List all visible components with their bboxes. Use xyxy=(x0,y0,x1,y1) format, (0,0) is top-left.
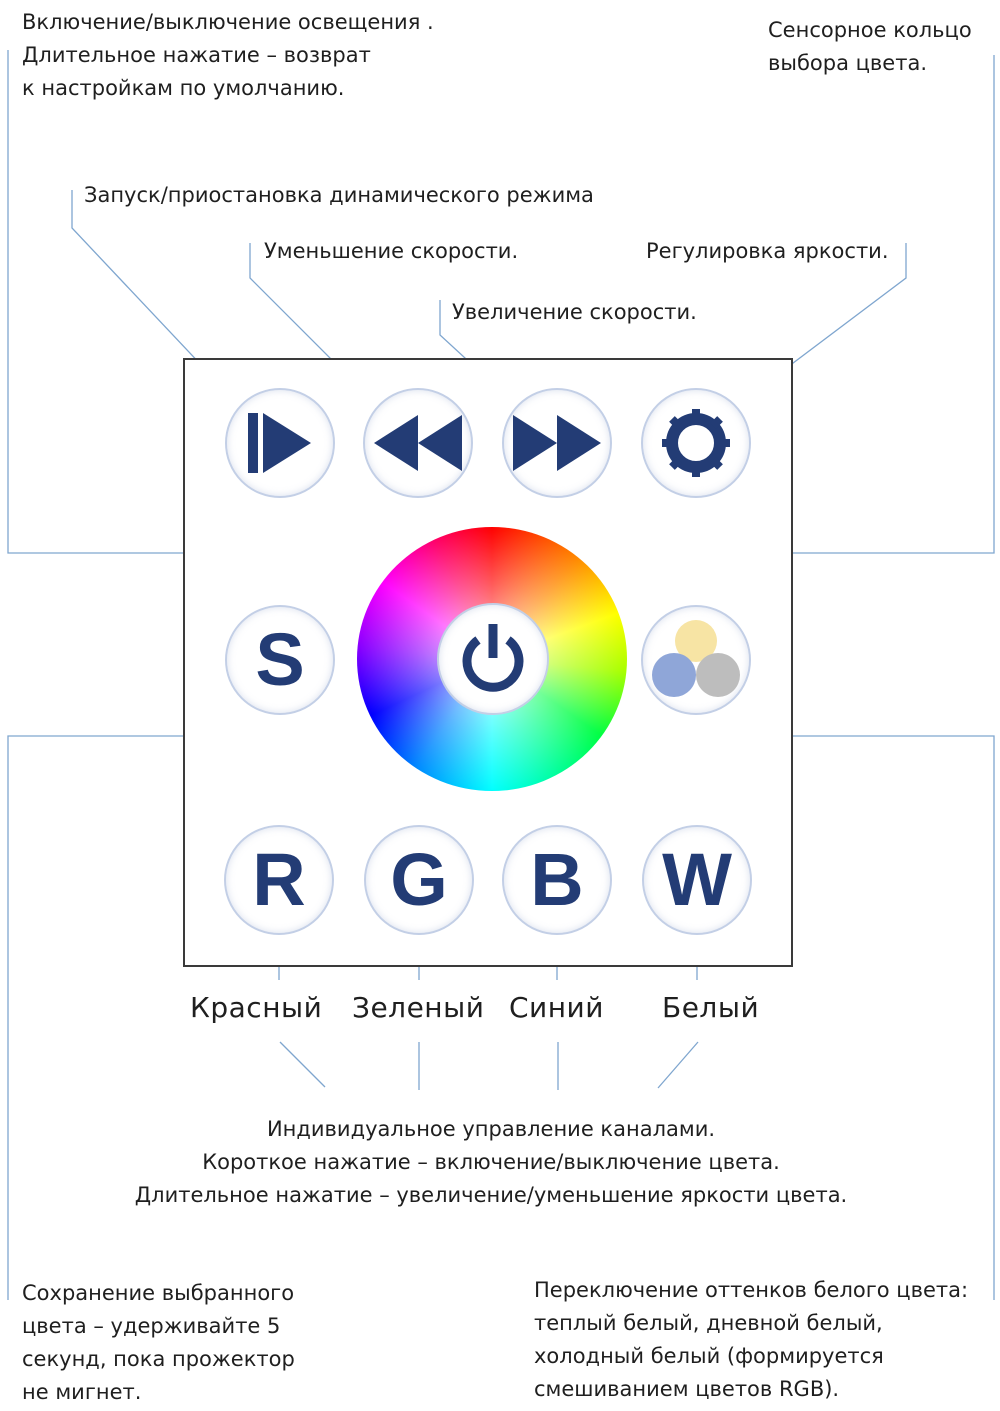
channels-note: Индивидуальное управление каналами. Короткое нажатие – включение/выключение цвета. Длительное нажатие – увеличение/уменьшение яркости цвета. xyxy=(134,1117,848,1207)
brightness-callout: Регулировка яркости. xyxy=(646,239,889,263)
power-button[interactable] xyxy=(437,603,549,715)
save-button-label: S xyxy=(255,618,305,701)
blue-channel-button[interactable] xyxy=(502,825,612,935)
speed-down-callout: Уменьшение скорости. xyxy=(264,239,519,263)
channel-label-white: Белый xyxy=(662,991,760,1024)
red-button-label: R xyxy=(252,838,306,921)
power-callout: Включение/выключение освещения . Длительное нажатие – возврат к настройкам по умолчанию. xyxy=(22,10,434,100)
rewind-icon xyxy=(372,414,464,472)
white-shades-icon xyxy=(648,615,744,705)
brightness-button[interactable] xyxy=(641,388,751,498)
speed-down-button[interactable] xyxy=(363,388,473,498)
green-button-label: G xyxy=(390,838,448,921)
play-pause-icon xyxy=(245,412,315,474)
play-pause-button[interactable] xyxy=(225,388,335,498)
blue-button-label: B xyxy=(530,838,584,921)
channel-label-blue: Синий xyxy=(509,991,604,1024)
brightness-ring-icon xyxy=(656,403,736,483)
save-callout: Сохранение выбранного цвета – удерживайте 5 секунд, пока прожектор не мигнет. xyxy=(22,1281,295,1404)
white-button-label: W xyxy=(662,838,732,921)
play-pause-callout: Запуск/приостановка динамического режима xyxy=(84,183,594,207)
fast-forward-icon xyxy=(511,414,603,472)
channel-label-red: Красный xyxy=(190,991,323,1024)
speed-up-button[interactable] xyxy=(502,388,612,498)
color-ring-callout: Сенсорное кольцо выбора цвета. xyxy=(768,18,972,75)
channel-label-green: Зеленый xyxy=(352,991,485,1024)
speed-up-callout: Увеличение скорости. xyxy=(452,300,697,324)
white-mode-button[interactable] xyxy=(641,605,751,715)
green-channel-button[interactable] xyxy=(364,825,474,935)
save-button[interactable] xyxy=(225,605,335,715)
white-channel-button[interactable] xyxy=(642,825,752,935)
white-modes-callout: Переключение оттенков белого цвета: теплый белый, дневной белый, холодный белый (формируется смешиванием цветов RGB). xyxy=(534,1278,969,1401)
power-icon xyxy=(458,622,528,696)
red-channel-button[interactable] xyxy=(224,825,334,935)
